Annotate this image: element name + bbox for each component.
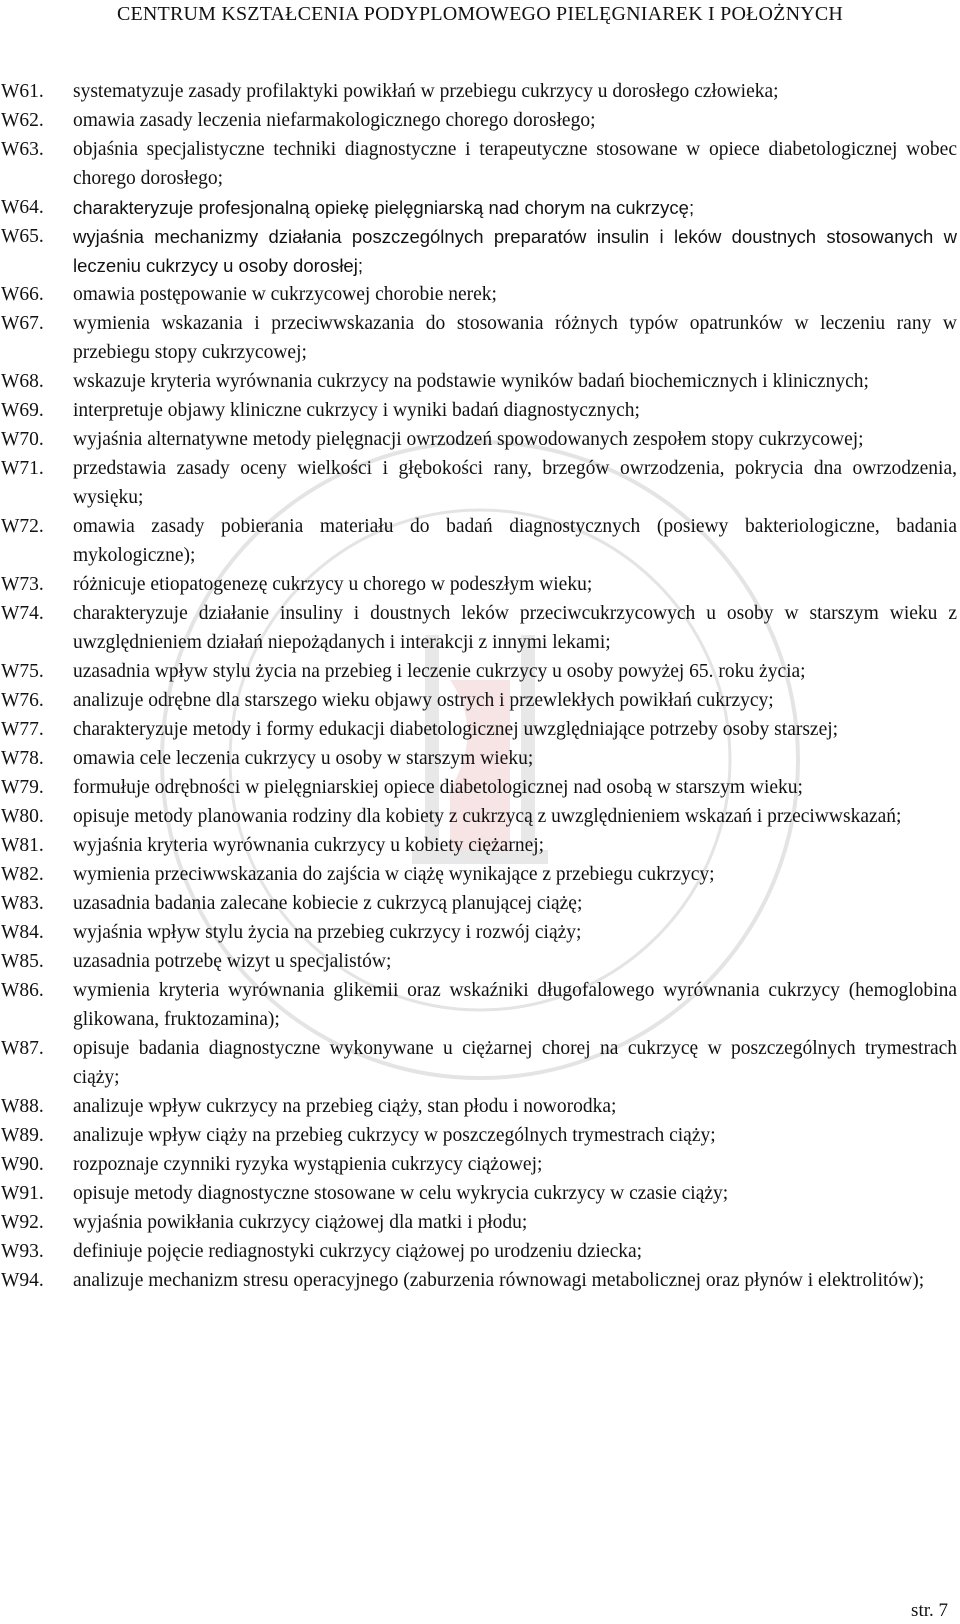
item-code: W78.	[1, 748, 44, 769]
item-text: uzasadnia badania zalecane kobiecie z cukrzycą planującej ciążę;	[73, 893, 583, 914]
item-text: analizuje wpływ ciąży na przebieg cukrzycy w poszczególnych trymestrach ciąży;	[73, 1125, 716, 1146]
item-code: W74.	[1, 603, 44, 624]
list-item	[0, 1150, 960, 1179]
item-text: opisuje badania diagnostyczne wykonywane u ciężarnej chorej na cukrzycę w poszczególnych trymestrach ciąży;	[73, 1038, 957, 1088]
list-item	[0, 454, 960, 512]
list-item	[0, 280, 960, 309]
list-item	[0, 976, 960, 1034]
item-code: W67.	[1, 313, 44, 334]
item-text: wyjaśnia mechanizmy działania poszczególnych preparatów insulin i leków doustnych stosowanych w leczeniu cukrzycy u osoby dorosłej;	[73, 226, 957, 276]
list-item	[0, 135, 960, 193]
list-item	[0, 599, 960, 657]
item-code: W72.	[1, 516, 44, 537]
item-code: W70.	[1, 429, 44, 450]
item-code: W64.	[1, 197, 44, 218]
item-text: systematyzuje zasady profilaktyki powikłań w przebiegu cukrzycy u dorosłego człowieka;	[73, 81, 779, 102]
list-item	[0, 802, 960, 831]
item-text: charakteryzuje metody i formy edukacji diabetologicznej uwzględniające potrzeby osoby starszej;	[73, 719, 839, 740]
item-code: W85.	[1, 951, 44, 972]
item-code: W75.	[1, 661, 44, 682]
item-text: opisuje metody planowania rodziny dla kobiety z cukrzycą z uwzględnieniem wskazań i przeciwwskazań;	[73, 806, 902, 827]
item-text: charakteryzuje działanie insuliny i doustnych leków przeciwcukrzycowych u osoby w starszym wieku z uwzględnieniem działań niepożądanych i interakcji z innymi lekami;	[73, 603, 957, 653]
item-text: opisuje metody diagnostyczne stosowane w celu wykrycia cukrzycy w czasie ciąży;	[73, 1183, 729, 1204]
item-text: analizuje wpływ cukrzycy na przebieg ciąży, stan płodu i noworodka;	[73, 1096, 617, 1117]
item-code: W71.	[1, 458, 44, 479]
item-text: różnicuje etiopatogenezę cukrzycy u chorego w podeszłym wieku;	[73, 574, 593, 595]
list-item	[0, 715, 960, 744]
item-code: W90.	[1, 1154, 44, 1175]
item-text: wyjaśnia kryteria wyrównania cukrzycy u kobiety ciężarnej;	[73, 835, 545, 856]
list-item	[0, 512, 960, 570]
list-item	[0, 889, 960, 918]
item-code: W91.	[1, 1183, 44, 1204]
list-item	[0, 222, 960, 280]
learning-outcomes-list	[0, 77, 960, 1295]
list-item	[0, 106, 960, 135]
item-code: W81.	[1, 835, 44, 856]
list-item	[0, 1266, 960, 1295]
list-item	[0, 1121, 960, 1150]
item-text: charakteryzuje profesjonalną opiekę pielęgniarską nad chorym na cukrzycę;	[73, 197, 695, 218]
page-number: str. 7	[911, 1600, 948, 1621]
item-text: omawia cele leczenia cukrzycy u osoby w starszym wieku;	[73, 748, 534, 769]
item-text: uzasadnia wpływ stylu życia na przebieg i leczenie cukrzycy u osoby powyżej 65. roku życia;	[73, 661, 806, 682]
item-text: omawia zasady leczenia niefarmakologicznego chorego dorosłego;	[73, 110, 596, 131]
item-code: W83.	[1, 893, 44, 914]
item-text: wymienia kryteria wyrównania glikemii oraz wskaźniki długofalowego wyrównania cukrzycy (hemoglobina glikowana, fruktozamina);	[73, 980, 957, 1030]
item-code: W65.	[1, 226, 44, 247]
item-code: W73.	[1, 574, 44, 595]
item-text: rozpoznaje czynniki ryzyka wystąpienia cukrzycy ciążowej;	[73, 1154, 543, 1175]
item-code: W84.	[1, 922, 44, 943]
list-item	[0, 831, 960, 860]
item-text: omawia zasady pobierania materiału do badań diagnostycznych (posiewy bakteriologiczne, badania mykologiczne);	[73, 516, 957, 566]
item-text: wyjaśnia wpływ stylu życia na przebieg cukrzycy i rozwój ciąży;	[73, 922, 582, 943]
item-code: W66.	[1, 284, 44, 305]
list-item	[0, 860, 960, 889]
item-text: analizuje mechanizm stresu operacyjnego (zaburzenia równowagi metabolicznej oraz płynów i elektrolitów);	[73, 1270, 925, 1291]
list-item	[0, 309, 960, 367]
item-text: wymienia wskazania i przeciwwskazania do stosowania różnych typów opatrunków w leczeniu rany w przebiegu stopy cukrzycowej;	[73, 313, 957, 363]
item-code: W77.	[1, 719, 44, 740]
item-code: W79.	[1, 777, 44, 798]
list-item	[0, 193, 960, 222]
list-item	[0, 1092, 960, 1121]
list-item	[0, 1034, 960, 1092]
item-code: W61.	[1, 81, 44, 102]
list-item	[0, 947, 960, 976]
item-text: uzasadnia potrzebę wizyt u specjalistów;	[73, 951, 392, 972]
item-code: W69.	[1, 400, 44, 421]
list-item	[0, 77, 960, 106]
item-text: przedstawia zasady oceny wielkości i głębokości rany, brzegów owrzodzenia, pokrycia dna owrzodzenia, wysięku;	[73, 458, 957, 508]
item-text: definiuje pojęcie rediagnostyki cukrzycy ciążowej po urodzeniu dziecka;	[73, 1241, 643, 1262]
page-header: CENTRUM KSZTAŁCENIA PODYPLOMOWEGO PIELĘGNIAREK I POŁOŻNYCH	[116, 3, 844, 25]
list-item	[0, 396, 960, 425]
list-item	[0, 773, 960, 802]
list-item	[0, 1208, 960, 1237]
item-code: W92.	[1, 1212, 44, 1233]
item-code: W86.	[1, 980, 44, 1001]
list-item	[0, 918, 960, 947]
list-item	[0, 686, 960, 715]
item-code: W76.	[1, 690, 44, 711]
item-text: wskazuje kryteria wyrównania cukrzycy na podstawie wyników badań biochemicznych i klinicznych;	[73, 371, 869, 392]
list-item	[0, 657, 960, 686]
list-item	[0, 570, 960, 599]
item-text: objaśnia specjalistyczne techniki diagnostyczne i terapeutyczne stosowane w opiece diabetologicznej wobec chorego dorosłego;	[73, 139, 957, 189]
item-code: W88.	[1, 1096, 44, 1117]
item-code: W94.	[1, 1270, 44, 1291]
item-code: W93.	[1, 1241, 44, 1262]
list-item	[0, 425, 960, 454]
item-text: wymienia przeciwwskazania do zajścia w ciążę wynikające z przebiegu cukrzycy;	[73, 864, 715, 885]
list-item	[0, 1179, 960, 1208]
item-text: interpretuje objawy kliniczne cukrzycy i wyniki badań diagnostycznych;	[73, 400, 640, 421]
item-code: W63.	[1, 139, 44, 160]
item-text: omawia postępowanie w cukrzycowej chorobie nerek;	[73, 284, 497, 305]
item-code: W62.	[1, 110, 44, 131]
item-code: W89.	[1, 1125, 44, 1146]
item-code: W80.	[1, 806, 44, 827]
item-text: wyjaśnia alternatywne metody pielęgnacji owrzodzeń spowodowanych zespołem stopy cukrzycowej;	[73, 429, 864, 450]
list-item	[0, 1237, 960, 1266]
item-code: W87.	[1, 1038, 44, 1059]
item-text: formułuje odrębności w pielęgniarskiej opiece diabetologicznej nad osobą w starszym wieku;	[73, 777, 803, 798]
item-code: W68.	[1, 371, 44, 392]
item-text: analizuje odrębne dla starszego wieku objawy ostrych i przewlekłych powikłań cukrzycy;	[73, 690, 774, 711]
item-text: wyjaśnia powikłania cukrzycy ciążowej dla matki i płodu;	[73, 1212, 528, 1233]
list-item	[0, 367, 960, 396]
list-item	[0, 744, 960, 773]
item-code: W82.	[1, 864, 44, 885]
